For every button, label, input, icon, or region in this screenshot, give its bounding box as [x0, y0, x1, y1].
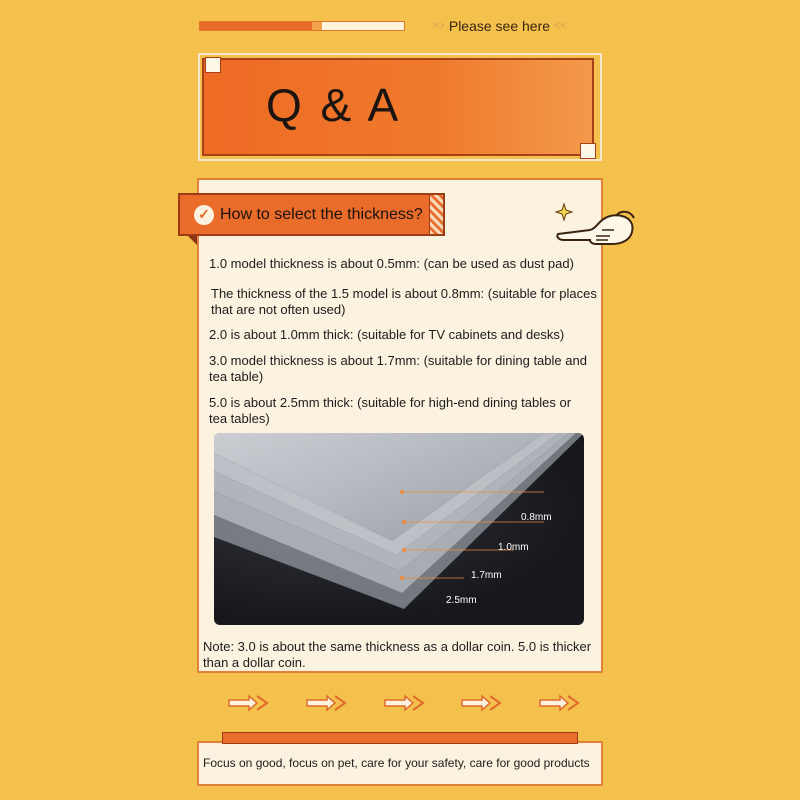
photo-label-2-5mm: 2.5mm — [446, 595, 477, 606]
see-here-prefix: >> — [432, 20, 445, 32]
thickness-line-2: The thickness of the 1.5 model is about 0.8mm: (suitable for places that are not often used) — [211, 286, 597, 317]
progress-fill — [200, 22, 312, 30]
note-text: Note: 3.0 is about the same thickness as a dollar coin. 5.0 is thicker than a dollar coin. — [203, 639, 592, 670]
double-arrow-right-icon — [383, 693, 427, 713]
thickness-line-4: 3.0 model thickness is about 1.7mm: (suitable for dining table and tea table) — [209, 353, 587, 384]
double-arrow-right-icon — [227, 693, 271, 713]
thickness-line-1: 1.0 model thickness is about 0.5mm: (can be used as dust pad) — [209, 256, 574, 271]
heading-tab-fold — [188, 236, 197, 245]
see-here-label: Please see here — [448, 18, 551, 34]
banner-corner-top-left — [205, 57, 221, 73]
photo-label-1-7mm: 1.7mm — [471, 570, 502, 581]
thickness-line-3: 2.0 is about 1.0mm thick: (suitable for TV cabinets and desks) — [209, 327, 565, 342]
progress-fill-accent — [312, 22, 322, 30]
heading-tab-pattern — [429, 195, 443, 234]
see-here-link[interactable] — [432, 16, 567, 36]
qa-title: Q & A — [266, 79, 402, 131]
arrow-row — [227, 693, 582, 715]
photo-label-1-0mm: 1.0mm — [498, 542, 529, 553]
footer-tab — [222, 732, 578, 744]
check-icon: ✓ — [194, 205, 214, 225]
section-heading-tab — [178, 193, 445, 236]
progress-bar — [199, 21, 405, 31]
see-here-suffix: << — [554, 20, 567, 32]
photo-label-0-8mm: 0.8mm — [521, 512, 552, 523]
pointing-hand-icon — [550, 200, 640, 252]
double-arrow-right-icon — [460, 693, 504, 713]
footer-text: Focus on good, focus on pet, care for your safety, care for good products — [203, 756, 590, 770]
thickness-comparison-photo — [214, 433, 584, 625]
banner-corner-bottom-right — [580, 143, 596, 159]
double-arrow-right-icon — [538, 693, 582, 713]
thickness-line-5: 5.0 is about 2.5mm thick: (suitable for high-end dining tables or tea tables) — [209, 395, 572, 426]
section-heading: How to select the thickness? — [220, 205, 423, 223]
double-arrow-right-icon — [305, 693, 349, 713]
